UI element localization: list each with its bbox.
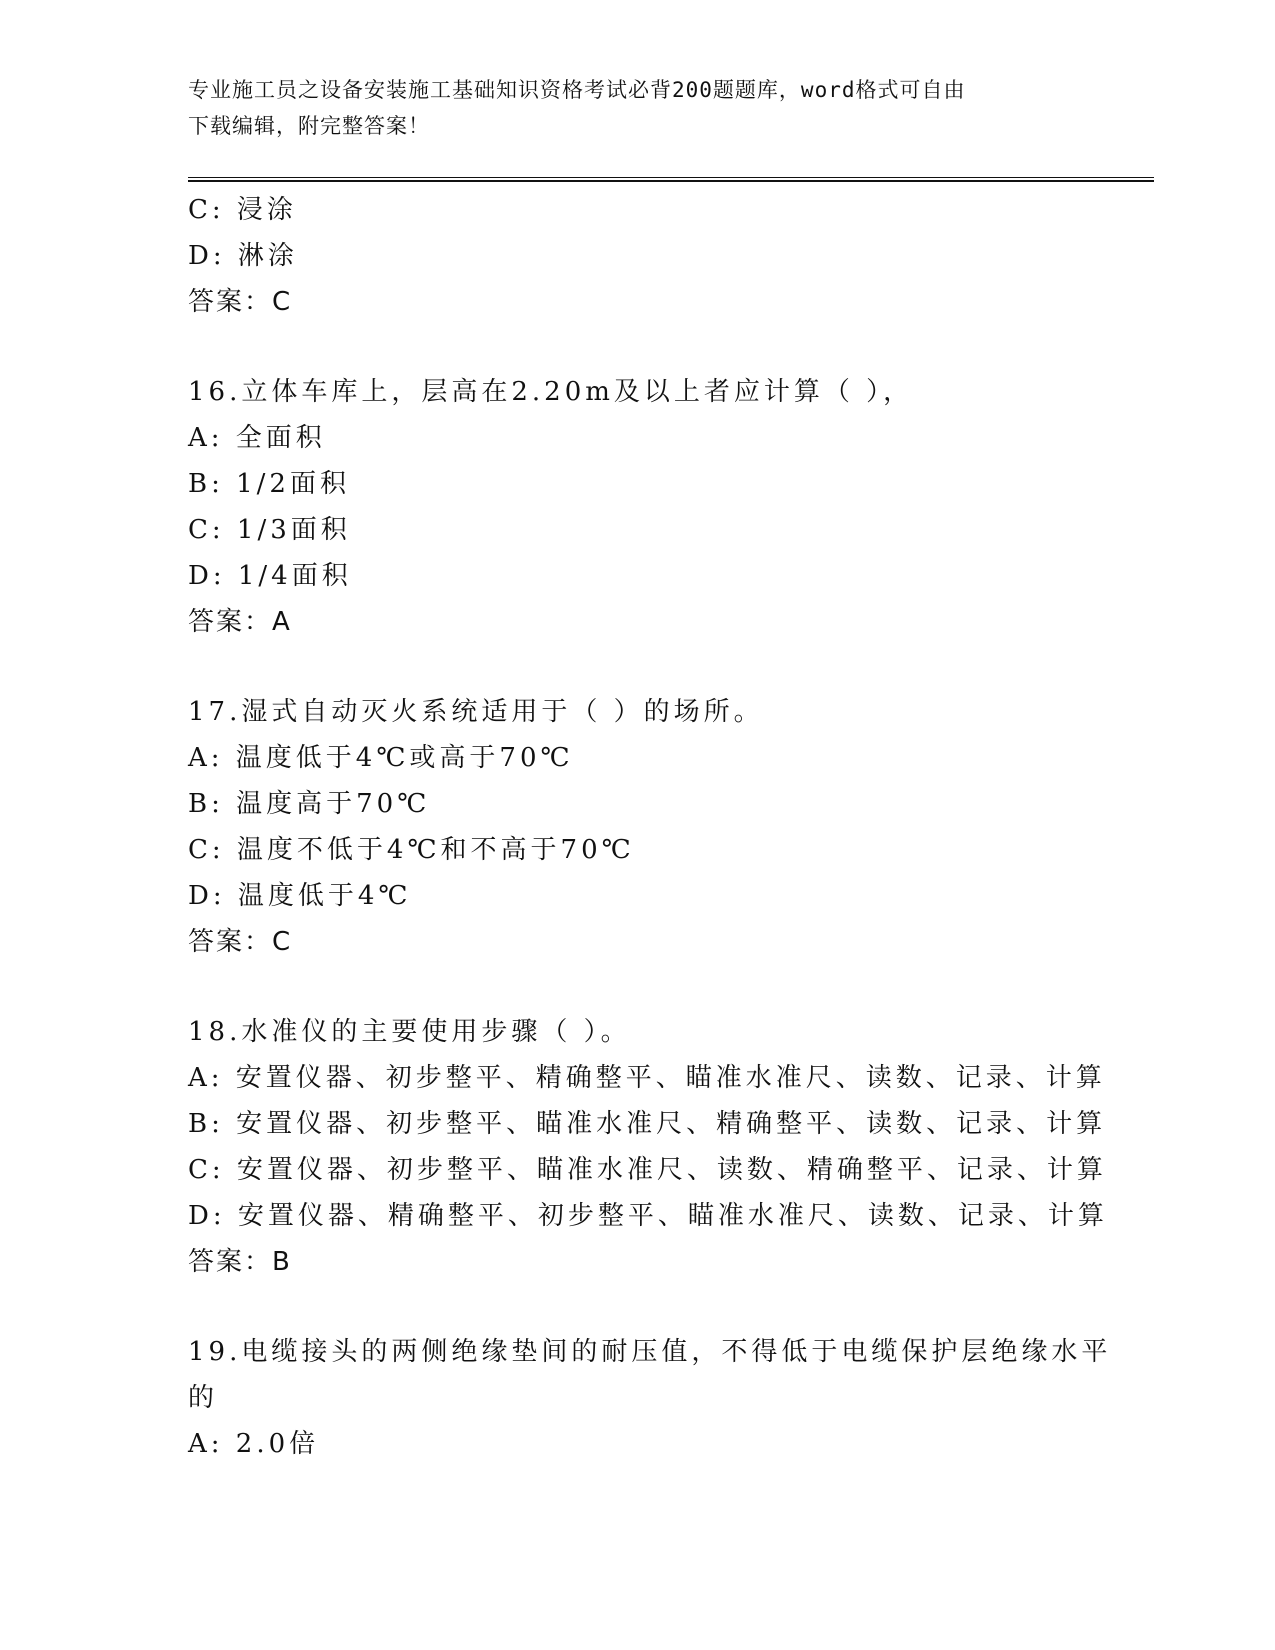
header-rule-top bbox=[188, 177, 1154, 178]
question-16 bbox=[188, 369, 1088, 645]
option-b: B: 温度高于70℃ bbox=[188, 789, 431, 819]
question-19 bbox=[188, 1329, 1112, 1467]
option-d: D: 1/4面积 bbox=[188, 561, 352, 591]
question-title-line-2: 的 bbox=[188, 1383, 219, 1413]
answer-line: 答案：C bbox=[188, 927, 293, 957]
question-17 bbox=[188, 689, 1088, 965]
question-title: 18.水准仪的主要使用步骤（ ）。 bbox=[188, 1017, 631, 1047]
answer-line: 答案：B bbox=[188, 1247, 292, 1277]
option-a: A: 安置仪器、初步整平、精确整平、瞄准水准尺、读数、记录、计算 bbox=[188, 1063, 1106, 1093]
question-title-line-1: 19.电缆接头的两侧绝缘垫间的耐压值，不得低于电缆保护层绝缘水平 bbox=[188, 1337, 1112, 1367]
document-body bbox=[188, 187, 1112, 1467]
header-rule-bottom bbox=[188, 180, 1154, 182]
header-line-2: 下载编辑，附完整答案！ bbox=[188, 114, 430, 138]
option-b: B: 1/2面积 bbox=[188, 469, 350, 499]
option-c: C: 安置仪器、初步整平、瞄准水准尺、读数、精确整平、记录、计算 bbox=[188, 1155, 1107, 1185]
option-a: A: 2.0倍 bbox=[188, 1429, 320, 1459]
answer-line: 答案：C bbox=[188, 287, 293, 317]
option-a: A: 全面积 bbox=[188, 423, 326, 453]
question-title: 17.湿式自动灭火系统适用于（ ）的场所。 bbox=[188, 697, 764, 727]
option-d: D: 安置仪器、精确整平、初步整平、瞄准水准尺、读数、记录、计算 bbox=[188, 1201, 1108, 1231]
document-header bbox=[188, 72, 1088, 144]
question-18 bbox=[188, 1009, 1108, 1285]
option-c: C: 浸涂 bbox=[188, 195, 297, 225]
option-a: A: 温度低于4℃或高于70℃ bbox=[188, 743, 574, 773]
option-d: D: 温度低于4℃ bbox=[188, 881, 412, 911]
option-b: B: 安置仪器、初步整平、瞄准水准尺、精确整平、读数、记录、计算 bbox=[188, 1109, 1107, 1139]
answer-line: 答案：A bbox=[188, 607, 292, 637]
option-c: C: 1/3面积 bbox=[188, 515, 351, 545]
question-title: 16.立体车库上，层高在2.20m及以上者应计算（ ）， bbox=[188, 377, 914, 407]
header-line-1: 专业施工员之设备安装施工基础知识资格考试必背200题题库，word格式可自由 bbox=[188, 78, 966, 102]
option-c: C: 温度不低于4℃和不高于70℃ bbox=[188, 835, 635, 865]
option-d: D: 淋涂 bbox=[188, 241, 298, 271]
question-15-continuation bbox=[188, 187, 1088, 325]
